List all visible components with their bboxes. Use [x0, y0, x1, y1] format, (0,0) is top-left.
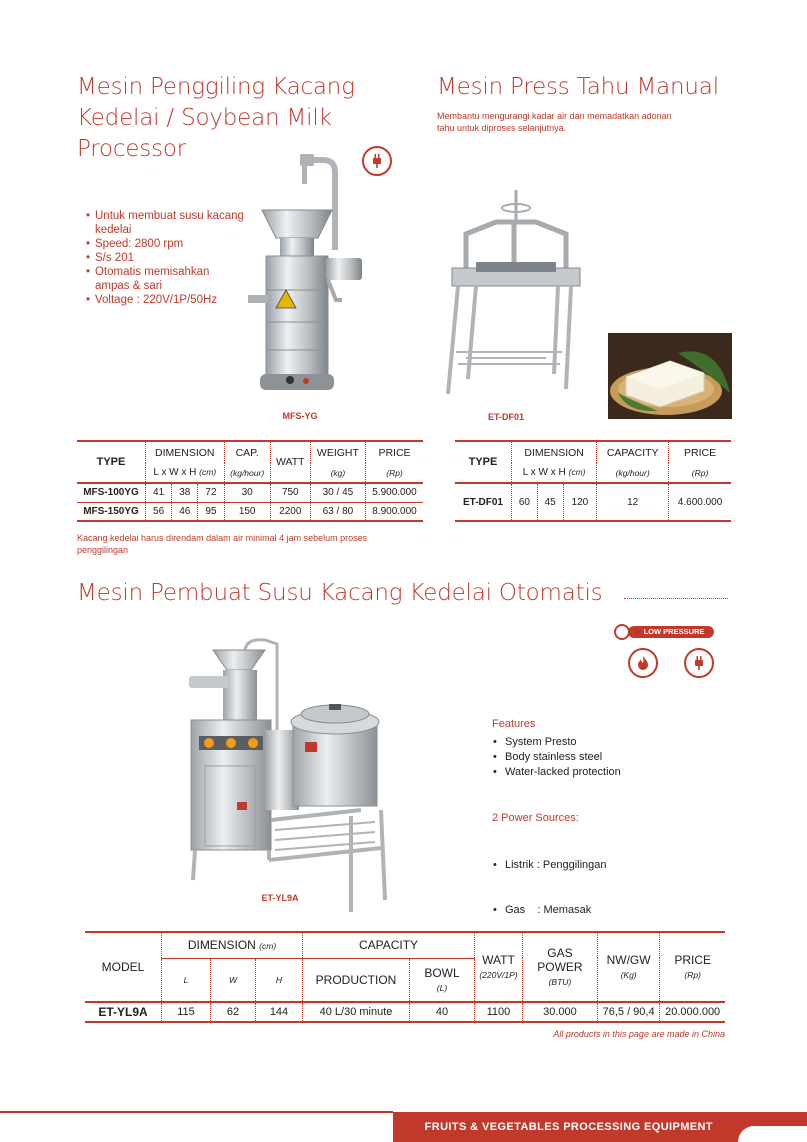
col-capacity: CAPACITY — [597, 441, 669, 463]
footer-notch — [738, 1126, 807, 1142]
col-type: TYPE — [468, 456, 498, 468]
cell-cap: 30 — [224, 483, 270, 502]
title-divider — [624, 598, 728, 599]
cell-price: 5.900.000 — [366, 483, 424, 502]
cell-h: 95 — [198, 502, 224, 521]
col-price: PRICE — [674, 953, 711, 967]
cell-price: 4.600.000 — [669, 483, 731, 521]
cell-l: 41 — [146, 483, 172, 502]
col-production: PRODUCTION — [303, 958, 410, 1002]
col-gas-power: GAS POWER — [537, 946, 583, 974]
cell-model: ET-YL9A — [98, 1005, 148, 1019]
dim-unit: (cm) — [199, 467, 217, 477]
price-unit: (Rp) — [669, 463, 731, 483]
cell-weight: 30 / 45 — [310, 483, 365, 502]
cell-type: ET-DF01 — [462, 496, 503, 508]
price-unit: (Rp) — [684, 970, 701, 980]
cell-h: 120 — [563, 483, 597, 521]
power-item: • Listrik : Penggilingan — [493, 858, 643, 873]
cell-weight: 63 / 80 — [310, 502, 365, 521]
power-sources-title: 2 Power Sources: — [492, 812, 579, 824]
col-w: W — [211, 958, 256, 1002]
dim-unit: (cm) — [259, 941, 277, 952]
badge-label: LOW PRESSURE — [628, 626, 714, 638]
cell-w: 46 — [172, 502, 198, 521]
col-price: PRICE — [669, 441, 731, 463]
cell-h: 144 — [256, 1002, 303, 1022]
col-watt: WATT — [482, 953, 515, 967]
cell-h: 72 — [198, 483, 224, 502]
cell-w: 62 — [211, 1002, 256, 1022]
feature-item: • Water-lacked protection — [493, 765, 643, 780]
cell-type: MFS-100YG — [83, 487, 139, 499]
section1-features — [86, 209, 246, 307]
low-pressure-badge — [614, 624, 716, 640]
features-title: Features — [492, 718, 536, 730]
table-row — [77, 483, 423, 502]
cell-l: 56 — [146, 502, 172, 521]
bowl-unit: (L) — [436, 982, 448, 993]
feature-item: • Otomatis memisahkan ampas & sari — [86, 265, 246, 293]
feature-item: • S/s 201 — [86, 251, 246, 265]
power-item: • Gas : Memasak — [493, 903, 643, 918]
electric-plug-icon — [684, 648, 714, 678]
image-caption-mfs-yg: MFS-YG — [282, 411, 318, 421]
col-weight: WEIGHT — [310, 441, 365, 463]
cell-capacity: 12 — [597, 483, 669, 521]
cell-watt: 2200 — [270, 502, 310, 521]
col-nwgw: NW/GW — [606, 953, 651, 967]
features-list — [493, 735, 643, 780]
cell-gas-power: 30.000 — [522, 1002, 597, 1022]
section2-title: Mesin Press Tahu Manual — [437, 74, 719, 100]
section1-spec-table — [77, 440, 423, 522]
dim-sub: L x W x H — [522, 467, 566, 478]
dim-sub: L x W x H — [153, 467, 197, 478]
gas-unit: (BTU) — [548, 977, 572, 987]
col-dimension: DIMENSION — [187, 938, 256, 953]
cell-production: 40 L/30 minute — [303, 1002, 410, 1022]
power-sources-list — [493, 828, 643, 933]
col-price: PRICE — [366, 441, 424, 463]
automatic-soymilk-maker-image — [185, 630, 395, 912]
col-dimension: DIMENSION — [146, 441, 225, 463]
cell-cap: 150 — [224, 502, 270, 521]
col-capacity: CAPACITY — [303, 932, 475, 958]
table-row — [455, 483, 731, 521]
nwgw-unit: (Kg) — [620, 970, 637, 980]
tofu-press-image — [436, 184, 581, 404]
origin-note: All products in this page are made in China — [553, 1029, 725, 1039]
cell-price: 8.900.000 — [366, 502, 424, 521]
dim-unit: (cm) — [568, 467, 586, 477]
cell-bowl: 40 — [410, 1002, 475, 1022]
tofu-photo — [608, 333, 732, 419]
cell-w: 45 — [537, 483, 563, 521]
col-h: H — [256, 958, 303, 1002]
image-caption-et-df01: ET-DF01 — [487, 412, 524, 422]
feature-item: • Speed: 2800 rpm — [86, 237, 246, 251]
gauge-icon — [614, 624, 630, 640]
cell-type: MFS-150YG — [83, 505, 139, 517]
cell-l: 115 — [162, 1002, 211, 1022]
section3-spec-table — [85, 931, 725, 1023]
table-row — [77, 502, 423, 521]
section2-subtitle: Membantu mengurangi kadar air dan memadatkan adonan tahu untuk diproses selanjutnya. — [437, 111, 672, 133]
watt-unit: (220V/1P) — [479, 970, 518, 980]
price-unit: (Rp) — [366, 463, 424, 483]
col-bowl: BOWL — [424, 965, 460, 980]
cap-unit: (kg/hour) — [224, 463, 270, 483]
col-type: TYPE — [96, 456, 126, 468]
section2-spec-table — [455, 440, 731, 522]
footer-rule — [0, 1111, 393, 1113]
cell-w: 38 — [172, 483, 198, 502]
feature-item: • System Presto — [493, 735, 643, 750]
flame-icon — [628, 648, 658, 678]
col-model: MODEL — [101, 960, 145, 974]
weight-unit: (kg) — [310, 463, 365, 483]
cell-price: 20.000.000 — [660, 1002, 725, 1022]
image-caption-et-yl9a: ET-YL9A — [261, 893, 299, 903]
cell-l: 60 — [512, 483, 538, 521]
section3-title: Mesin Pembuat Susu Kacang Kedelai Otomatis — [77, 580, 603, 606]
feature-item: • Voltage : 220V/1P/50Hz — [86, 293, 246, 307]
feature-item: • Untuk membuat susu kacang kedelai — [86, 209, 246, 237]
cap-unit: (kg/hour) — [597, 463, 669, 483]
section1-title: Mesin Penggiling Kacang Kedelai / Soybean Milk Processor — [77, 74, 355, 162]
cell-watt: 1100 — [475, 1002, 523, 1022]
col-l: L — [162, 958, 211, 1002]
col-watt: WATT — [270, 441, 310, 483]
feature-item: • Body stainless steel — [493, 750, 643, 765]
cell-nwgw: 76,5 / 90,4 — [597, 1002, 659, 1022]
col-cap: CAP. — [224, 441, 270, 463]
soybean-grinder-image — [240, 150, 370, 398]
section1-note: Kacang kedelai harus direndam dalam air minimal 4 jam sebelum proses penggilingan — [77, 533, 368, 555]
col-dimension: DIMENSION — [512, 441, 597, 463]
table-row — [85, 1002, 725, 1022]
footer-text: FRUITS & VEGETABLES PROCESSING EQUIPMENT — [424, 1121, 713, 1133]
cell-watt: 750 — [270, 483, 310, 502]
